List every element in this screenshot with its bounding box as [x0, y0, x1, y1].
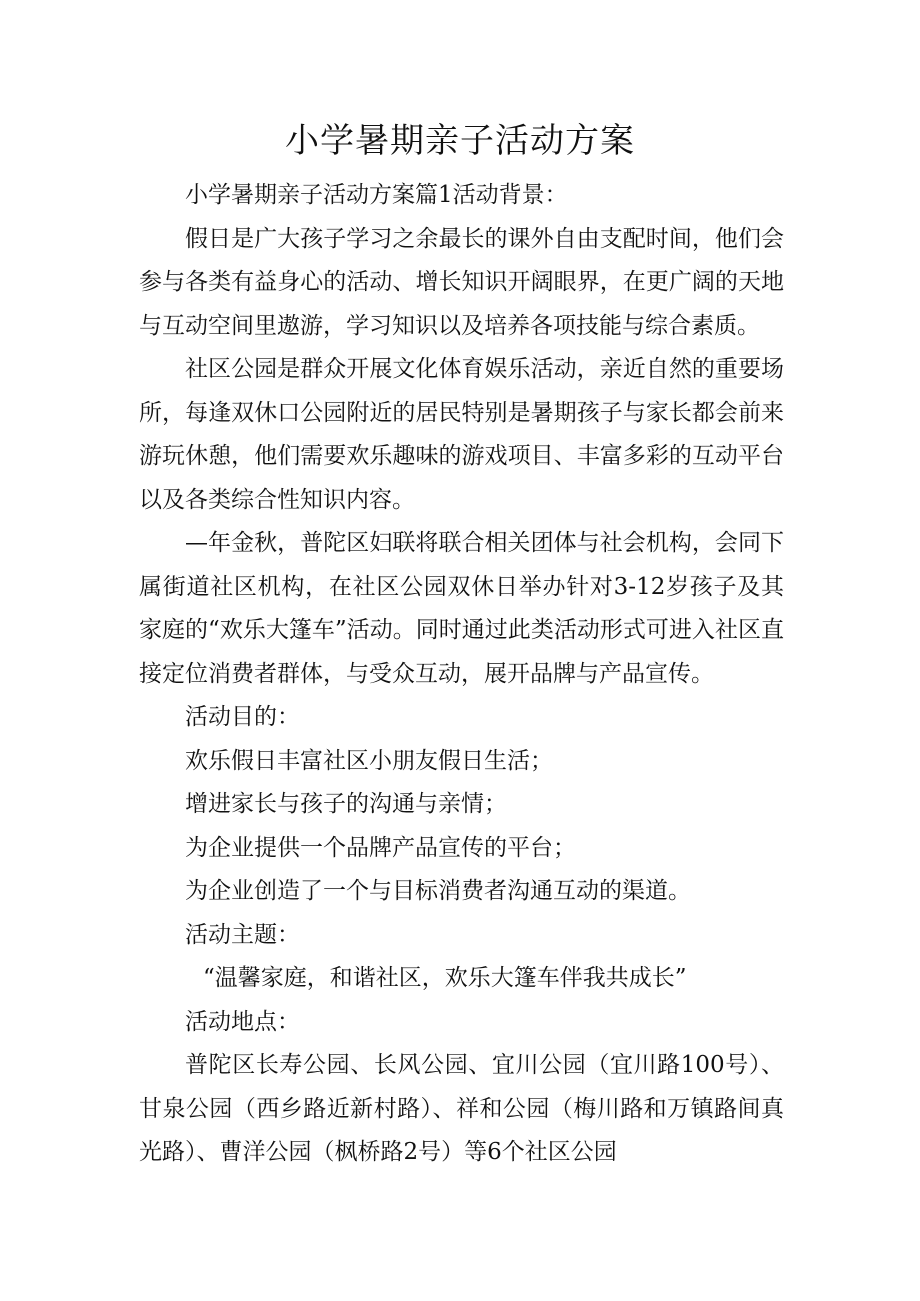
paragraph-purpose-2: 增进家长与孩子的沟通与亲情；: [185, 791, 507, 817]
paragraph-community-park: 社区公园是群众开展文化体育娱乐活动，亲近自然的重要场所，每逢双休口公园附近的居民特别是暑期孩子与家长都会前来游玩休憩，他们需要欢乐趣味的游戏项目、丰富多彩的互动平台以及各类综合性知识内容。: [139, 356, 784, 513]
paragraph-theme-heading: 活动主题：: [185, 921, 300, 948]
paragraph-purpose-1: 欢乐假日丰富社区小朋友假日生活；: [185, 747, 553, 774]
paragraph-location-heading: 活动地点：: [185, 1008, 300, 1035]
paragraph-background-heading: 小学暑期亲子活动方案篇1活动背景：: [185, 182, 568, 208]
document-title: 小学暑期亲子活动方案: [285, 121, 635, 161]
paragraph-locations: 普陀区长寿公园、长风公园、宜川公园（宜川路100号）、甘泉公园（西乡路近新村路）、祥和公园（梅川路和万镇路间真光路）、曹洋公园（枫桥路2号）等6个社区公园: [139, 1052, 784, 1165]
paragraph-theme-quote: “温馨家庭，和谐社区，欢乐大篷车伴我共成长”: [203, 965, 687, 991]
paragraph-purpose-4: 为企业创造了一个与目标消费者沟通互动的渠道。: [185, 878, 691, 904]
paragraph-purpose-heading: 活动目的：: [185, 704, 300, 730]
paragraph-purpose-3: 为企业提供一个品牌产品宣传的平台；: [185, 834, 576, 861]
paragraph-autumn-event: —年金秋，普陀区妇联将联合相关团体与社会机构，会同下属街道社区机构，在社区公园双休日举办针对3-12岁孩子及其家庭的“欢乐大篷车”活动。同时通过此类活动形式可进入社区直接定位消费者群体，与受众互动，展开品牌与产品宣传。: [139, 530, 784, 687]
paragraph-holiday: 假日是广大孩子学习之余最长的课外自由支配时间，他们会参与各类有益身心的活动、增长知识开阔眼界，在更广阔的天地与互动空间里遨游，学习知识以及培养各项技能与综合素质。: [139, 225, 784, 339]
document-body: [139, 174, 784, 1175]
